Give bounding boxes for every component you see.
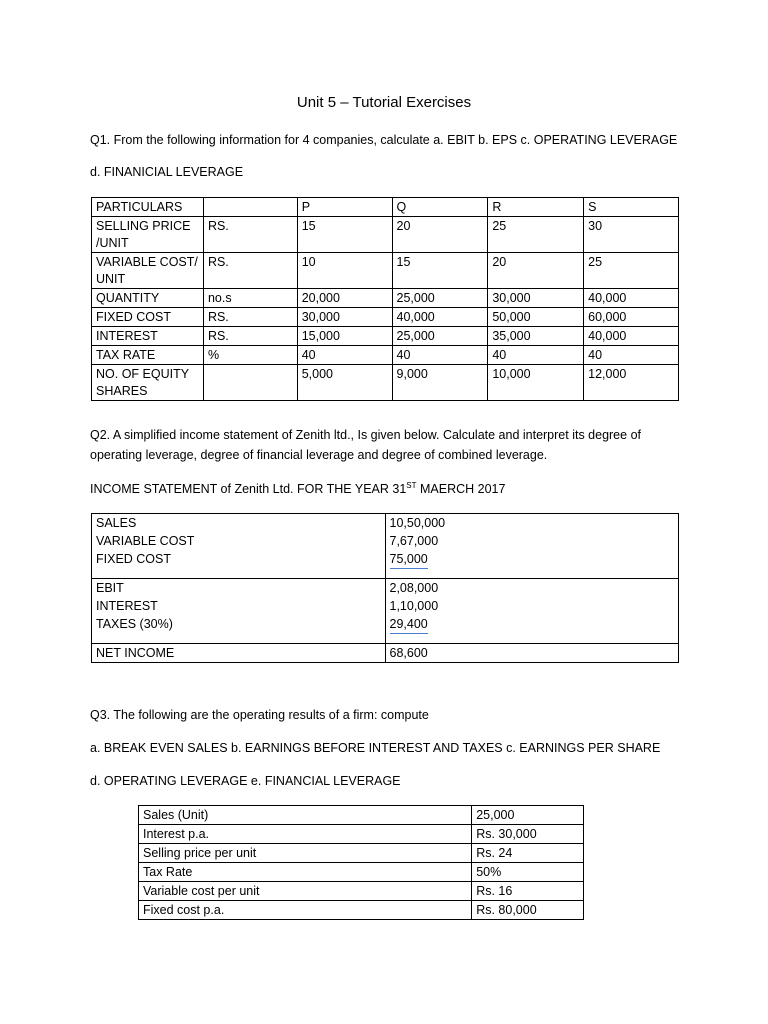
cell-value: 20: [488, 253, 584, 289]
cell-value: 40,000: [584, 327, 679, 346]
row-label: EBIT: [92, 579, 386, 598]
row-value: 2,08,000: [385, 579, 679, 598]
header-cell: P: [297, 198, 392, 217]
table-header-row: [92, 198, 679, 217]
row-unit: RS.: [203, 253, 297, 289]
q2-income-statement-table: [91, 513, 679, 663]
cell-value: 60,000: [584, 308, 679, 327]
row-label: SALES: [92, 514, 386, 533]
header-cell: [203, 198, 297, 217]
q1-company-table: [91, 197, 679, 401]
statement-heading-superscript: ST: [406, 481, 417, 490]
cell-value: 20: [392, 217, 488, 253]
table-row: [139, 806, 584, 825]
underlined-value: 29,400: [390, 616, 428, 634]
row-label: SELLING PRICE /UNIT: [92, 217, 204, 253]
header-cell: Q: [392, 198, 488, 217]
cell-value: 9,000: [392, 365, 488, 401]
table-row: [92, 308, 679, 327]
table-row: [139, 863, 584, 882]
row-label: Selling price per unit: [139, 844, 472, 863]
row-value: Rs. 80,000: [472, 901, 584, 920]
q2-statement-heading: [90, 481, 505, 496]
row-label: Variable cost per unit: [139, 882, 472, 901]
cell-value: 15: [297, 217, 392, 253]
q2-question-line1: Q2. A simplified income statement of Zenith ltd., Is given below. Calculate and interpret its degree of: [90, 428, 641, 442]
cell-value: 12,000: [584, 365, 679, 401]
row-unit: RS.: [203, 308, 297, 327]
row-label: TAXES (30%): [92, 615, 386, 644]
page-title: Unit 5 – Tutorial Exercises: [296, 94, 472, 111]
cell-value: 15: [392, 253, 488, 289]
cell-value: 30: [584, 217, 679, 253]
row-value: Rs. 30,000: [472, 825, 584, 844]
row-label: VARIABLE COST: [92, 532, 386, 550]
row-label: Sales (Unit): [139, 806, 472, 825]
table-row: [92, 615, 679, 644]
cell-value: 30,000: [488, 289, 584, 308]
q3-operating-results-table: [138, 805, 584, 920]
statement-heading-text-end: MAERCH 2017: [416, 482, 506, 497]
row-value: [385, 615, 679, 644]
q2-question-line2: operating leverage, degree of financial leverage and degree of combined leverage.: [90, 448, 548, 462]
row-value: 50%: [472, 863, 584, 882]
table-row: [92, 327, 679, 346]
cell-value: 25: [584, 253, 679, 289]
table-row: [139, 844, 584, 863]
cell-value: 40,000: [392, 308, 488, 327]
header-cell: R: [488, 198, 584, 217]
row-unit: RS.: [203, 327, 297, 346]
row-unit: [203, 365, 297, 401]
q1-question-line2: d. FINANICIAL LEVERAGE: [90, 165, 244, 179]
row-value: [385, 550, 679, 579]
cell-value: 40: [392, 346, 488, 365]
header-cell: PARTICULARS: [92, 198, 204, 217]
cell-value: 50,000: [488, 308, 584, 327]
cell-value: 40: [584, 346, 679, 365]
row-label: Interest p.a.: [139, 825, 472, 844]
row-label: VARIABLE COST/ UNIT: [92, 253, 204, 289]
row-label: Fixed cost p.a.: [139, 901, 472, 920]
table-row: [92, 289, 679, 308]
cell-value: 30,000: [297, 308, 392, 327]
cell-value: 15,000: [297, 327, 392, 346]
table-row: [92, 514, 679, 533]
table-row: [92, 579, 679, 598]
underlined-value: 75,000: [390, 551, 428, 569]
row-unit: RS.: [203, 217, 297, 253]
table-row: [92, 644, 679, 663]
cell-value: 25,000: [392, 289, 488, 308]
row-unit: no.s: [203, 289, 297, 308]
q3-question-line1: Q3. The following are the operating results of a firm: compute: [90, 708, 429, 722]
cell-value: 40,000: [584, 289, 679, 308]
table-row: [92, 346, 679, 365]
row-value: 25,000: [472, 806, 584, 825]
cell-value: 20,000: [297, 289, 392, 308]
row-label: TAX RATE: [92, 346, 204, 365]
cell-value: 25: [488, 217, 584, 253]
row-label: INTEREST: [92, 597, 386, 615]
row-unit: %: [203, 346, 297, 365]
table-row: [92, 253, 679, 289]
statement-heading-text: INCOME STATEMENT of Zenith Ltd. FOR THE YEAR 31: [90, 482, 407, 497]
row-value: 10,50,000: [385, 514, 679, 533]
row-label: NO. OF EQUITY SHARES: [92, 365, 204, 401]
q1-question-line1: Q1. From the following information for 4 companies, calculate a. EBIT b. EPS c. OPERATING LEVERAGE: [90, 133, 678, 147]
table-row: [92, 532, 679, 550]
cell-value: 40: [488, 346, 584, 365]
row-value: 7,67,000: [385, 532, 679, 550]
table-row: [92, 365, 679, 401]
row-value: Rs. 16: [472, 882, 584, 901]
cell-value: 5,000: [297, 365, 392, 401]
q3-question-line3: d. OPERATING LEVERAGE e. FINANCIAL LEVERAGE: [90, 774, 401, 788]
row-label: FIXED COST: [92, 308, 204, 327]
cell-value: 10,000: [488, 365, 584, 401]
row-label: QUANTITY: [92, 289, 204, 308]
row-label: INTEREST: [92, 327, 204, 346]
table-row: [139, 825, 584, 844]
row-label: FIXED COST: [92, 550, 386, 579]
table-row: [139, 882, 584, 901]
row-value: 1,10,000: [385, 597, 679, 615]
table-row: [92, 597, 679, 615]
cell-value: 40: [297, 346, 392, 365]
q3-question-line2: a. BREAK EVEN SALES b. EARNINGS BEFORE INTEREST AND TAXES c. EARNINGS PER SHARE: [90, 741, 661, 755]
table-row: [92, 217, 679, 253]
table-row: [139, 901, 584, 920]
table-row: [92, 550, 679, 579]
header-cell: S: [584, 198, 679, 217]
row-value: 68,600: [385, 644, 679, 663]
row-value: Rs. 24: [472, 844, 584, 863]
cell-value: 10: [297, 253, 392, 289]
cell-value: 25,000: [392, 327, 488, 346]
row-label: Tax Rate: [139, 863, 472, 882]
row-label: NET INCOME: [92, 644, 386, 663]
cell-value: 35,000: [488, 327, 584, 346]
